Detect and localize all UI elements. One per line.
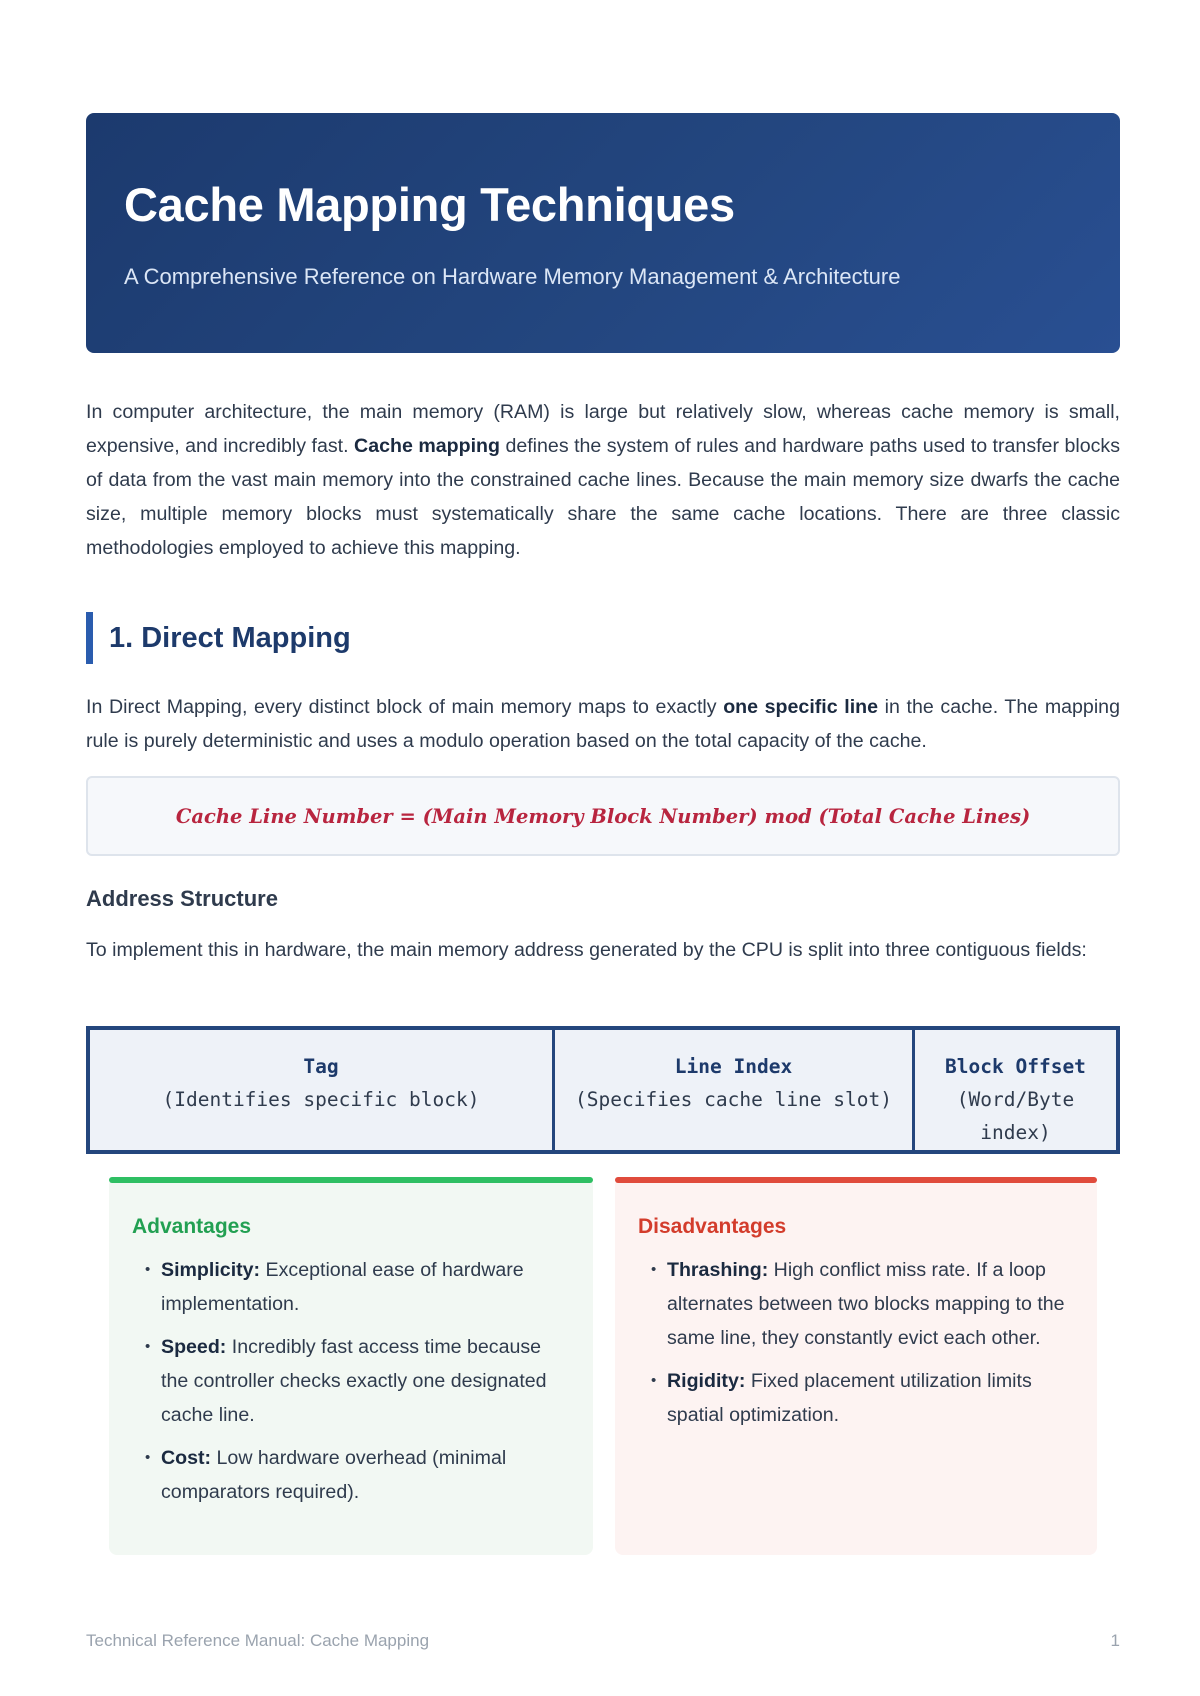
formula-text: Cache Line Number = (Main Memory Block Number) mod (Total Cache Lines) bbox=[175, 804, 1031, 828]
address-field-block-offset bbox=[915, 1030, 1116, 1150]
section-heading-direct-mapping: 1. Direct Mapping bbox=[86, 612, 686, 664]
list-item bbox=[667, 1364, 1077, 1432]
direct-mapping-description bbox=[86, 690, 1120, 758]
header-banner bbox=[86, 113, 1120, 353]
field-description: (Specifies cache line slot) bbox=[575, 1088, 892, 1111]
page-title: Cache Mapping Techniques bbox=[124, 178, 735, 231]
list-item bbox=[161, 1330, 571, 1432]
desc-text-1: In Direct Mapping, every distinct block of main memory maps to exactly bbox=[86, 696, 724, 718]
item-term: Speed: bbox=[161, 1336, 227, 1358]
field-name: Block Offset bbox=[945, 1055, 1086, 1078]
advantages-accent-bar bbox=[109, 1177, 593, 1183]
item-text: Fixed placement utilization limits spatial optimization. bbox=[667, 1370, 1032, 1426]
page-subtitle: A Comprehensive Reference on Hardware Memory Management & Architecture bbox=[124, 264, 901, 289]
list-item bbox=[161, 1441, 571, 1509]
disadvantages-list bbox=[667, 1253, 1077, 1441]
intro-text-1: In computer architecture, the main memory (RAM) is large but relatively slow, whereas cache memory is small, expensive, and incredibly fast. bbox=[86, 401, 1120, 457]
field-description: (Word/Byte index) bbox=[956, 1088, 1075, 1144]
intro-paragraph bbox=[86, 395, 1120, 565]
address-structure-description: To implement this in hardware, the main memory address generated by the CPU is split into three contiguous fields: bbox=[86, 939, 1087, 961]
list-item bbox=[667, 1253, 1077, 1355]
item-text: High conflict miss rate. If a loop alternates between two blocks mapping to the same line, they constantly evict each other. bbox=[667, 1259, 1065, 1349]
item-term: Rigidity: bbox=[667, 1370, 746, 1392]
disadvantages-box bbox=[615, 1177, 1097, 1555]
address-field-tag bbox=[90, 1030, 555, 1150]
formula-box bbox=[86, 776, 1120, 856]
intro-bold-term: Cache mapping bbox=[354, 435, 500, 457]
field-name: Line Index bbox=[674, 1055, 793, 1078]
advantages-box bbox=[109, 1177, 593, 1555]
desc-text-2: in the cache. The mapping rule is purely deterministic and uses a modulo operation based on the total capacity of the cache. bbox=[86, 696, 1120, 752]
item-text: Incredibly fast access time because the controller checks exactly one designated cache line. bbox=[161, 1336, 547, 1426]
item-text: Exceptional ease of hardware implementation. bbox=[161, 1259, 524, 1315]
field-description: (Identifies specific block) bbox=[162, 1088, 480, 1111]
intro-text-2: defines the system of rules and hardware paths used to transfer blocks of data from the vast main memory into the constrained cache lines. Because the main memory size dwarfs the cache size, multiple memory blocks must systematically share the same cache locations. There are three classic methodologies employed to achieve this mapping. bbox=[86, 435, 1120, 559]
address-structure-heading: Address Structure bbox=[86, 886, 278, 911]
list-item bbox=[161, 1253, 571, 1321]
item-text: Low hardware overhead (minimal comparators required). bbox=[161, 1447, 507, 1503]
address-structure-diagram bbox=[86, 1026, 1120, 1154]
item-term: Thrashing: bbox=[667, 1259, 769, 1281]
item-term: Cost: bbox=[161, 1447, 212, 1469]
document-page bbox=[86, 0, 1120, 1696]
item-term: Simplicity: bbox=[161, 1259, 261, 1281]
field-name: Tag bbox=[303, 1055, 339, 1078]
page-number: 1 bbox=[1110, 1631, 1120, 1650]
disadvantages-accent-bar bbox=[615, 1177, 1097, 1183]
disadvantages-title: Disadvantages bbox=[638, 1215, 787, 1238]
advantages-title: Advantages bbox=[132, 1215, 252, 1238]
desc-bold-term: one specific line bbox=[723, 696, 879, 718]
address-field-line-index bbox=[555, 1030, 915, 1150]
footer-title: Technical Reference Manual: Cache Mapping bbox=[86, 1631, 430, 1650]
advantages-list bbox=[161, 1253, 571, 1518]
